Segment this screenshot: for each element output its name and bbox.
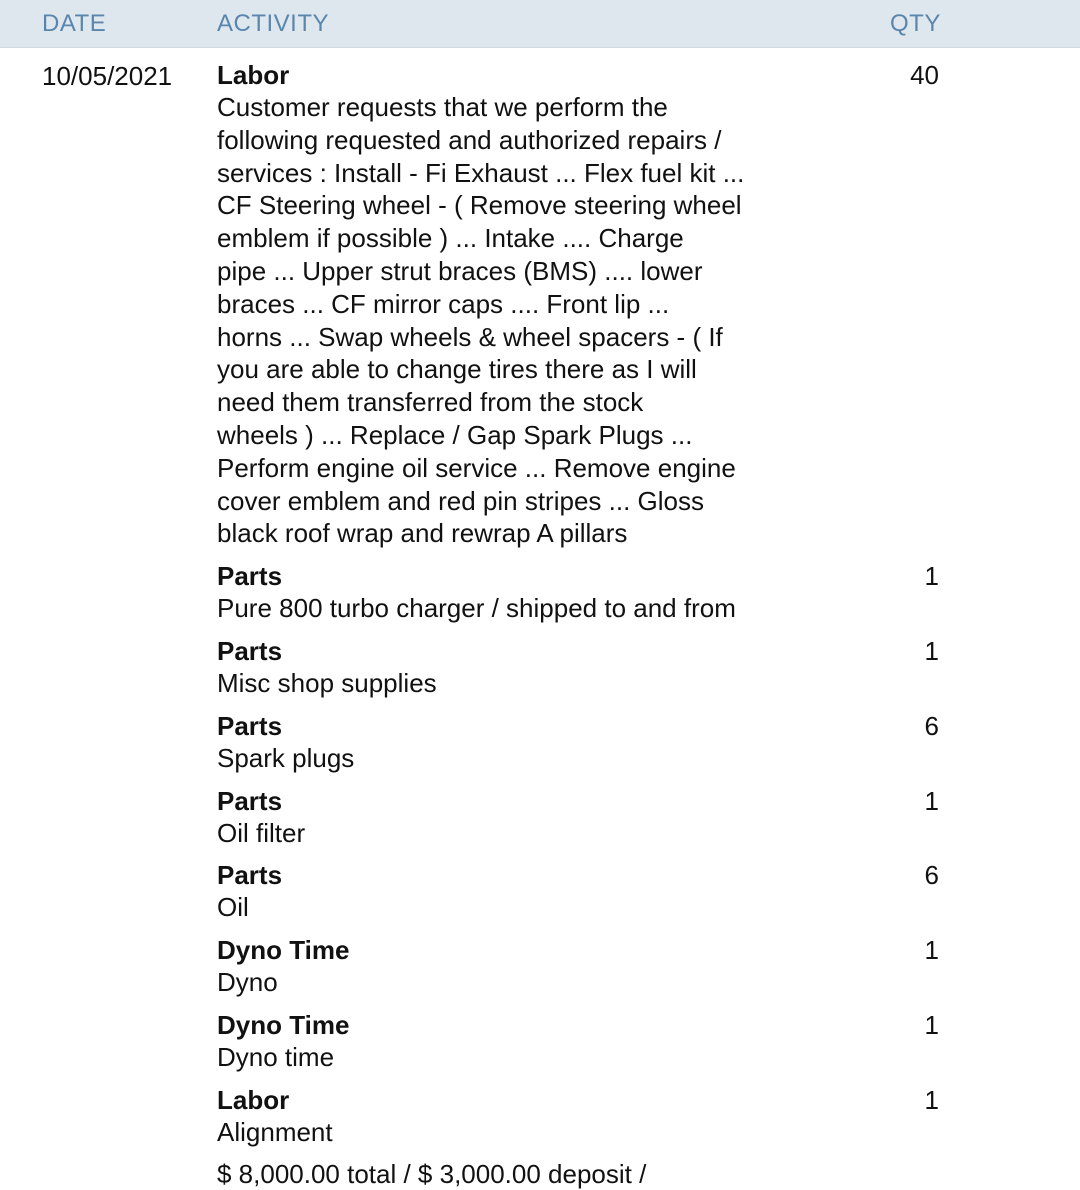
cutoff-total-line: $ 8,000.00 total / $ 3,000.00 deposit / xyxy=(217,1159,647,1189)
item-title: Parts xyxy=(217,785,283,816)
line-item xyxy=(217,560,997,625)
item-description: Dyno time xyxy=(217,1041,335,1072)
item-title: Dyno Time xyxy=(217,935,350,966)
item-description: Misc shop supplies xyxy=(217,667,437,698)
header-date: DATE xyxy=(42,10,107,37)
item-title: Labor xyxy=(217,60,290,90)
item-description: Alignment xyxy=(217,1116,333,1147)
header-qty: QTY xyxy=(890,10,941,37)
item-qty: 1 xyxy=(924,785,939,816)
item-description: Oil xyxy=(217,892,249,923)
item-description: Customer requests that we perform the following requested and authorized repairs / services : Install - Fi Exhaust ... Flex fuel kit ... CF Steering wheel - ( Remove steering wheel emblem if possible ) ... Intake .... Charge pipe ... Upper strut braces (BMS) .... lower braces ... CF mirror caps .... Front lip ... horns ... Swap wheels & wheel spacers - ( If you are able to change tires there as I will need them transferred from the stock wheels ) ... Replace / Gap Spark Plugs ... Perform engine oil service ... Remove engine cover emblem and red pin stripes ... Gloss black roof wrap and rewrap A pillars xyxy=(217,92,745,549)
item-title: Parts xyxy=(217,561,283,592)
item-title: Parts xyxy=(217,635,283,666)
line-item xyxy=(217,1084,997,1149)
item-qty: 1 xyxy=(924,935,939,966)
item-qty: 40 xyxy=(910,60,939,90)
item-description: Pure 800 turbo charger / shipped to and from xyxy=(217,593,736,624)
item-title: Labor xyxy=(217,1084,290,1115)
line-item xyxy=(217,859,997,924)
item-qty: 6 xyxy=(924,710,939,741)
item-qty: 1 xyxy=(924,635,939,666)
item-title: Parts xyxy=(217,710,283,741)
line-item xyxy=(217,635,997,700)
item-qty: 1 xyxy=(924,1084,939,1115)
item-description: Dyno xyxy=(217,967,278,998)
item-qty: 6 xyxy=(924,860,939,891)
item-qty: 1 xyxy=(924,561,939,592)
item-description: Spark plugs xyxy=(217,742,355,773)
line-item xyxy=(217,59,997,550)
item-title: Parts xyxy=(217,860,283,891)
line-item xyxy=(217,934,997,999)
row-date: 10/05/2021 xyxy=(42,61,173,91)
activity-list xyxy=(217,59,997,1149)
table-header xyxy=(0,0,1080,48)
line-item xyxy=(217,710,997,775)
line-item xyxy=(217,1009,997,1074)
item-title: Dyno Time xyxy=(217,1009,350,1040)
line-item xyxy=(217,785,997,850)
item-description: Oil filter xyxy=(217,817,306,848)
header-activity: ACTIVITY xyxy=(217,10,330,37)
item-qty: 1 xyxy=(924,1009,939,1040)
